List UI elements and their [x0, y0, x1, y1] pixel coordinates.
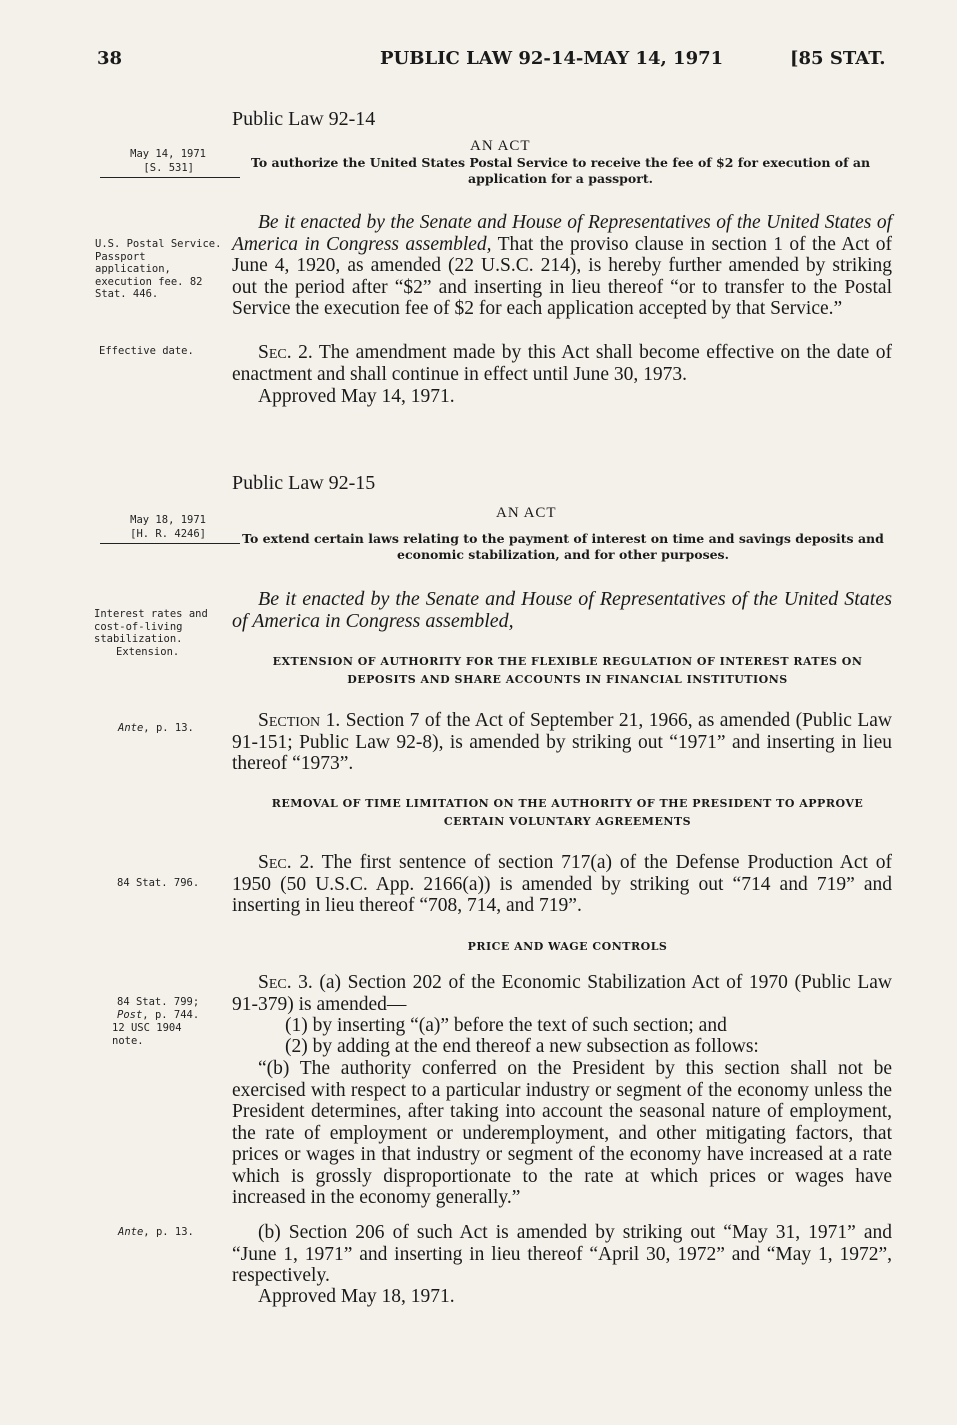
law2-approved: Approved May 18, 1971. [258, 1286, 455, 1307]
law2-purpose: To extend certain laws relating to the payment of interest on time and savings deposits and economic stabilization, and for other purposes. [242, 531, 884, 562]
law2-an-act: AN ACT [496, 505, 557, 521]
law2-margin-usc: 12 USC 1904 note. [112, 1022, 182, 1047]
law2-margin-ante-2: Ante, p. 13. [118, 1226, 194, 1238]
law2-sec3 [232, 972, 892, 1015]
law1-date-note: May 14, 1971 [130, 148, 206, 160]
law1-margin-rule [100, 177, 240, 178]
law2-heading-1: EXTENSION OF AUTHORITY FOR THE FLEXIBLE REGULATION OF INTEREST RATES ON DEPOSITS AND SHARE ACCOUNTS IN FINANCIAL INSTITUTIONS [272, 655, 863, 686]
law2-sec3-text: (a) Section 202 of the Economic Stabilization Act of 1970 (Public Law 91-379) is amended— [232, 972, 893, 1015]
law1-purpose: To authorize the United States Postal Service to receive the fee of $2 for execution of an application for a passport. [250, 155, 871, 186]
law1-sec2-label: Sec. 2. [258, 342, 313, 363]
law2-sec1-label: Section 1. [258, 710, 341, 731]
law2-sec2-text: The first sentence of section 717(a) of the Defense Production Act of 1950 (50 U.S.C. App. 2166(a)) is amended by striking out “714 and 719” and inserting in lieu thereof “708, 714, and 719”. [232, 852, 892, 916]
law2-heading-2: REMOVAL OF TIME LIMITATION ON THE AUTHORITY OF THE PRESIDENT TO APPROVE CERTAIN VOLUNTARY AGREEMENTS [271, 797, 864, 828]
law1-approved: Approved May 14, 1971. [258, 386, 455, 407]
law2-margin-note-extension: Extension. [116, 646, 180, 658]
law1-body [232, 212, 892, 320]
law2-sec1-text: Section 7 of the Act of September 21, 1966, as amended (Public Law 91-151; Public Law 92-8), is amended by striking out “1971” and inserting in lieu thereof “1973”. [232, 710, 893, 774]
law1-enacting-clause: Be it enacted by the Senate and House of Representatives of the United States of America in Congress assembled, [232, 212, 892, 255]
law1-margin-note-effective: Effective date. [99, 345, 194, 357]
law2-margin-rule [100, 543, 240, 544]
law2-quote-b: “(b) The authority conferred on the President by this section shall not be exercised with respect to a particular industry or segment of the economy unless the President determines, after taking into account the seasonal nature of employment, the rate of employment or underemployment, and other mitigating factors, that prices or wages in that industry or segment of the economy have increased at a rate which is grossly disproportionate to the rate at which prices or wages have increased in the economy generally.” [232, 1058, 892, 1208]
law1-sec2-text: The amendment made by this Act shall become effective on the date of enactment and shall continue in effect until June 30, 1973. [232, 342, 892, 385]
law2-sec2 [232, 852, 892, 917]
law2-sec3b: (b) Section 206 of such Act is amended by striking out “May 31, 1971” and “June 1, 1971” and inserting in lieu thereof “April 30, 1972” and “May 1, 1972”, respectively. [232, 1222, 892, 1286]
law2-margin-84-799: 84 Stat. 799; [117, 996, 200, 1008]
law1-sec2 [232, 342, 892, 385]
law2-sec3-label: Sec. 3. [258, 972, 313, 993]
law2-margin-84-796: 84 Stat. 796. [117, 877, 200, 889]
law2-bill-note: [H. R. 4246] [130, 528, 206, 540]
law1-bill-note: [S. 531] [143, 162, 194, 174]
volume-reference: [85 STAT. [790, 48, 886, 69]
law2-enacting-clause: Be it enacted by the Senate and House of Representatives of the United States of America in Congress assembled, [232, 588, 892, 632]
law2-margin-note-interest: Interest rates and cost-of-living stabilization. [94, 608, 208, 645]
law1-body-text: That the proviso clause in section 1 of the Act of June 4, 1920, as amended (22 U.S.C. 214), is hereby further amended by striking out the period after “$2” and inserting in lieu thereof “or to transfer to the Postal Service the execution fee of $2 for each application accepted by that Service.” [232, 233, 892, 319]
law2-sec2-label: Sec. 2. [258, 852, 315, 873]
law1-margin-note-postal: U.S. Postal Service. Passport application, execution fee. 82 Stat. 446. [95, 238, 222, 300]
law2-date-note: May 18, 1971 [130, 514, 206, 526]
law1-title: Public Law 92-14 [232, 108, 376, 130]
running-title: PUBLIC LAW 92-14-MAY 14, 1971 [380, 48, 724, 69]
law2-sec1 [232, 710, 892, 775]
law2-item-2: (2) by adding at the end thereof a new subsection as follows: [285, 1036, 759, 1057]
law2-item-1: (1) by inserting “(a)” before the text of such section; and [285, 1015, 727, 1036]
law2-title: Public Law 92-15 [232, 472, 376, 494]
law1-an-act: AN ACT [470, 138, 531, 154]
law2-margin-ante-1: Ante, p. 13. [118, 722, 194, 734]
page-number: 38 [97, 48, 123, 69]
law2-margin-post: Post, p. 744. [117, 1009, 200, 1021]
law2-heading-3: PRICE AND WAGE CONTROLS [467, 940, 668, 953]
